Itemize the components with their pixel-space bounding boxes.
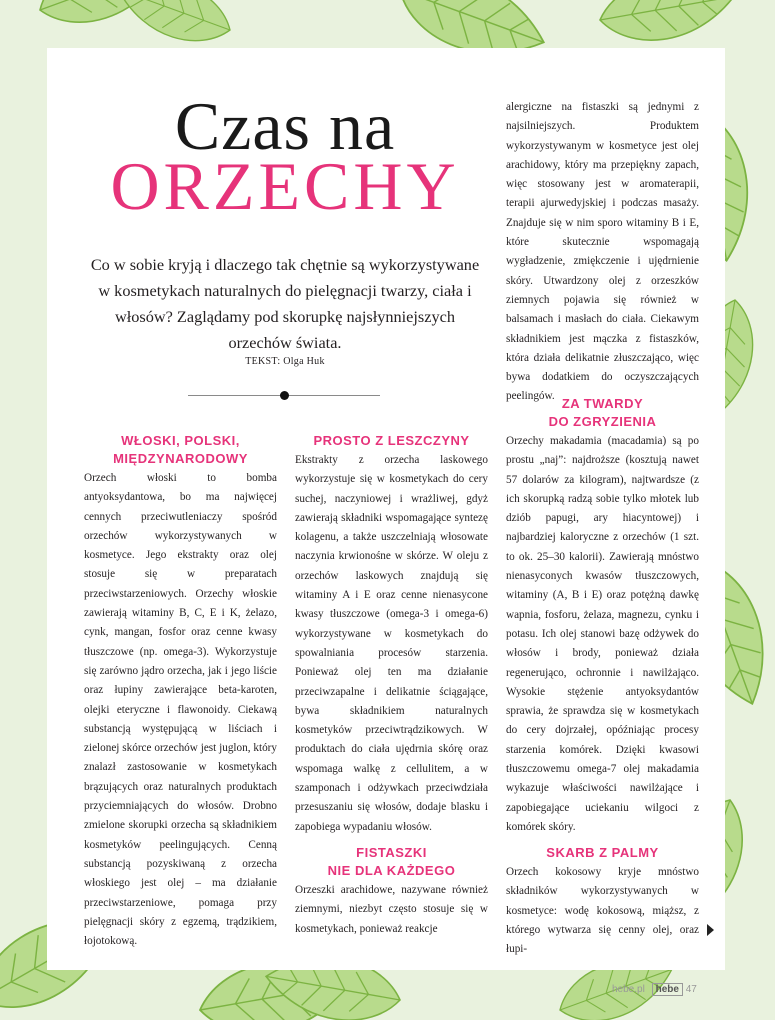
section-palma	[506, 844, 699, 959]
section-text: Orzech włoski to bomba antyoksydantowa, bo ma najwięcej cennych przeciwutleniaczy spośród orzechów wykorzystywanych w kosmetyce. Jego ekstrakty oraz olej stosuje się w preparatach przeciwstarzeniowych. Orzechy włoskie zawierają witaminy B, C, E i K, żelazo, cynk, mangan, fosfor oraz cenne kwasy tłuszczowe (np. omega-3). Wykorzystuje się zarówno jądro orzecha, jak i jego liście oraz łupiny zawierające beta-karoten, olejki eteryczne i flawonoidy. Ciekawą substancją występującą w liściach i zielonej skórce orzechów jest juglon, który znalazł zastosowanie w kosmetykach brązujących oraz naturalnych produktach przyciemniających do włosów. Drobno zmielone skorupki orzecha są składnikiem kosmetyków peelingujących. Cenną substancją pozyskiwaną z orzecha włoskiego jest olej – ma działanie przeciwstarzeniowe, pomaga przy pielęgnacji skóry z egzemą, trądzikiem, łojotokową.	[84, 472, 277, 948]
heading-line: FISTASZKI	[356, 845, 427, 860]
heading-line: NIE DLA KAŻDEGO	[327, 863, 456, 878]
heading-line: SKARB Z PALMY	[546, 845, 659, 860]
heading-line: MIĘDZYNARODOWY	[113, 451, 248, 466]
continue-arrow-icon	[707, 924, 714, 936]
section-heading	[295, 432, 488, 450]
page-number: 47	[685, 984, 697, 995]
section-text: Orzechy makadamia (macadamia) są po prostu „naj”: najdroższe (kosztują nawet 57 dolarów za kilogram), najtwardsze (z ich skorupką radzą sobie tylko młotek lub dziób papugi, ary hiacyntowej) i najbardziej kaloryczne z orzechów (1 szt. to ok. 25–30 kalorii). Zawierają mnóstwo nienasyconych kwasów tłuszczowych, witaminy (A, B i E) oraz potężną dawkę wapnia, fosforu, żelaza, magnezu, cynku i potasu. Ich olej stanowi bazę odżywek do włosów i brody, ponieważ działa regenerująco, ochronnie i nawilżająco. Wysokie stężenie antyoksydantów sprawia, że sprawdza się w kosmetykach do cery dojrzałej, opóźniając procesy starzenia komórek. Dzięki kwasowi tłuszczowemu omega-7 olej makadamia wykazuje właściwości nawilżające i zapobiegające uciekaniu wilgoci z komórek skóry.	[506, 435, 699, 833]
fistaszki-continued-text: alergiczne na fistaszki są jednymi z najsilniejszych. Produktem wykorzystywanym w kosmetyce jest olej arachidowy, który ma przepiękny zapach, więc stosowany jest w aromaterapii, terapii ajurwedyjskiej i podczas masaży. Znajduje się w nim sporo witaminy B i E, które skutecznie wspomagają wygładzenie, zmiękczenie i ujędrnienie skóry. Utwardzony olej z orzeszków ziemnych pojawia się również w balsamach i masłach do ciała. Ciekawym składnikiem jest mączka z fistaszków, która działa delikatnie złuszczająco, więc bywa dodatkiem do oczyszczających peelingów.	[506, 101, 699, 403]
column-right-top	[506, 98, 699, 407]
footer-site: hebe.pl	[612, 984, 645, 995]
footer-brand: hebe	[652, 983, 683, 996]
page-footer	[612, 984, 697, 995]
heading-line: PROSTO Z LESZCZYNY	[313, 433, 470, 448]
heading-line: DO ZGRYZIENIA	[548, 414, 657, 429]
title-line1: Czas na	[174, 88, 396, 164]
title-line2: ORZECHY	[110, 148, 460, 224]
section-heading	[506, 844, 699, 862]
section-twardy	[506, 395, 699, 837]
section-fistaszki	[295, 844, 488, 939]
section-wloski	[84, 432, 277, 951]
section-heading	[506, 395, 699, 431]
section-text: Ekstrakty z orzecha laskowego wykorzystuje się w kosmetykach do cery suchej, naczyniowej i wrażliwej, gdyż zawierają składniki wspomagające syntezę kolagenu, a także uszczelniają włosowate naczynia krwionośne w skórze. W oleju z orzechów laskowych znajdują się witaminy A i E oraz cenne nienasycone kwasy tłuszczowe (omega-3 i omega-6) wykorzystywane w kosmetykach do spowalniania procesów starzenia. Ponieważ olej ten ma działanie przeciwzapalne i delikatnie ściągające, bywa składnikiem naturalnych kosmetyków przeciwtrądzikowych. W produktach do ciała ujędrnia skórę oraz wspomaga walkę z cellulitem, a w szamponach i odżywkach przeciwdziała przesuszaniu się włosów, dodaje blasku i zapobiega wypadaniu włosów.	[295, 454, 488, 833]
byline: TEKST: Olga Huk	[245, 356, 325, 367]
separator-dot	[280, 391, 289, 400]
lead-paragraph: Co w sobie kryją i dlaczego tak chętnie są wykorzystywane w kosmetykach naturalnych do pielęgnacji twarzy, ciała i włosów? Zaglądamy pod skorupkę najsłynniejszych orzechów świata.	[90, 255, 480, 352]
section-heading	[295, 844, 488, 880]
section-text: Orzeszki arachidowe, nazywane również ziemnymi, niezbyt często stosuje się w kosmetykach, ponieważ reakcje	[295, 884, 488, 935]
heading-line: WŁOSKI, POLSKI,	[121, 433, 240, 448]
section-text: Orzech kokosowy kryje mnóstwo składników wykorzystywanych w kosmetyce: wodę kokosową, miąższ, z którego wytwarza się cenny olej, oraz łupi-	[506, 866, 699, 956]
section-leszczyna	[295, 432, 488, 837]
section-heading	[84, 432, 277, 468]
heading-line: ZA TWARDY	[561, 396, 644, 411]
